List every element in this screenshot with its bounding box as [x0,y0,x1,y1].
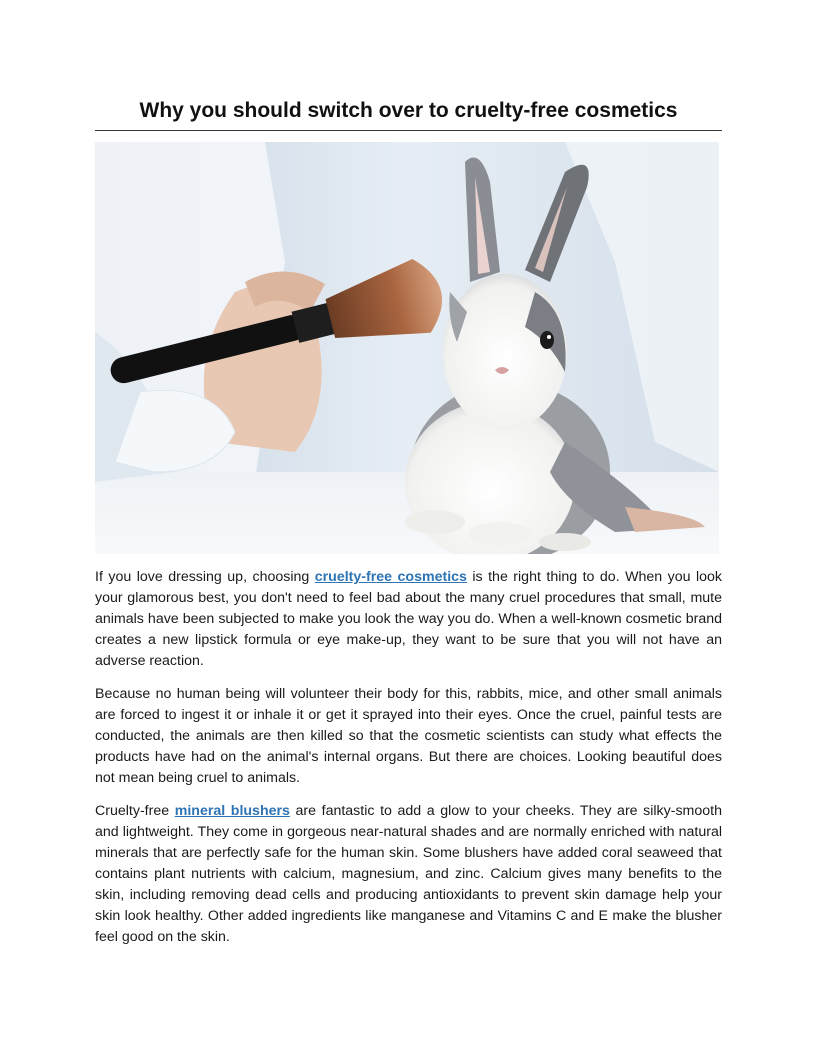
cruelty-free-cosmetics-link[interactable]: cruelty-free cosmetics [314,569,467,585]
paragraph-blushers [95,801,722,948]
rabbit-makeup-brush-photo [95,142,719,554]
paragraph-text: are fantastic to add a glow to your cheeks. They are silky-smooth and lightweight. They come in gorgeous near-natural shades and are normally enriched with natural minerals that are perfectly safe for the human skin. Some blushers have added coral seaweed that contains plant nutrients with calcium, magnesium, and zinc. Calcium gives many benefits to the skin, including removing dead cells and producing antioxidants to prevent skin damage help your skin look healthy. Other added ingredients like manganese and Vitamins C and E make the blusher feel good on the skin. [95,803,722,945]
paragraph-text: Cruelty-free [95,803,175,819]
paragraph-intro [95,567,722,672]
paragraph-text: is the right thing to do. When you look your glamorous best, you don't need to feel bad about the many cruel procedures that small, mute animals have been subjected to make you look the way you do. When a well-known cosmetic brand creates a new lipstick formula or eye make-up, they want to be sure that you will not have an adverse reaction. [95,569,723,669]
paragraph-text: If you love dressing up, choosing [95,569,315,585]
page-title: Why you should switch over to cruelty-free cosmetics [95,96,722,131]
mineral-blushers-link[interactable]: mineral blushers [174,803,290,819]
paragraph-testing: Because no human being will volunteer their body for this, rabbits, mice, and other small animals are forced to ingest it or inhale it or get it sprayed into their eyes. Once the cruel, painful tests are conducted, the animals are then killed so that the cosmetic scientists can study what effects the products have had on the animal's internal organs. But there are choices. Looking beautiful does not mean being cruel to animals. [95,686,722,786]
document-page [95,96,722,948]
